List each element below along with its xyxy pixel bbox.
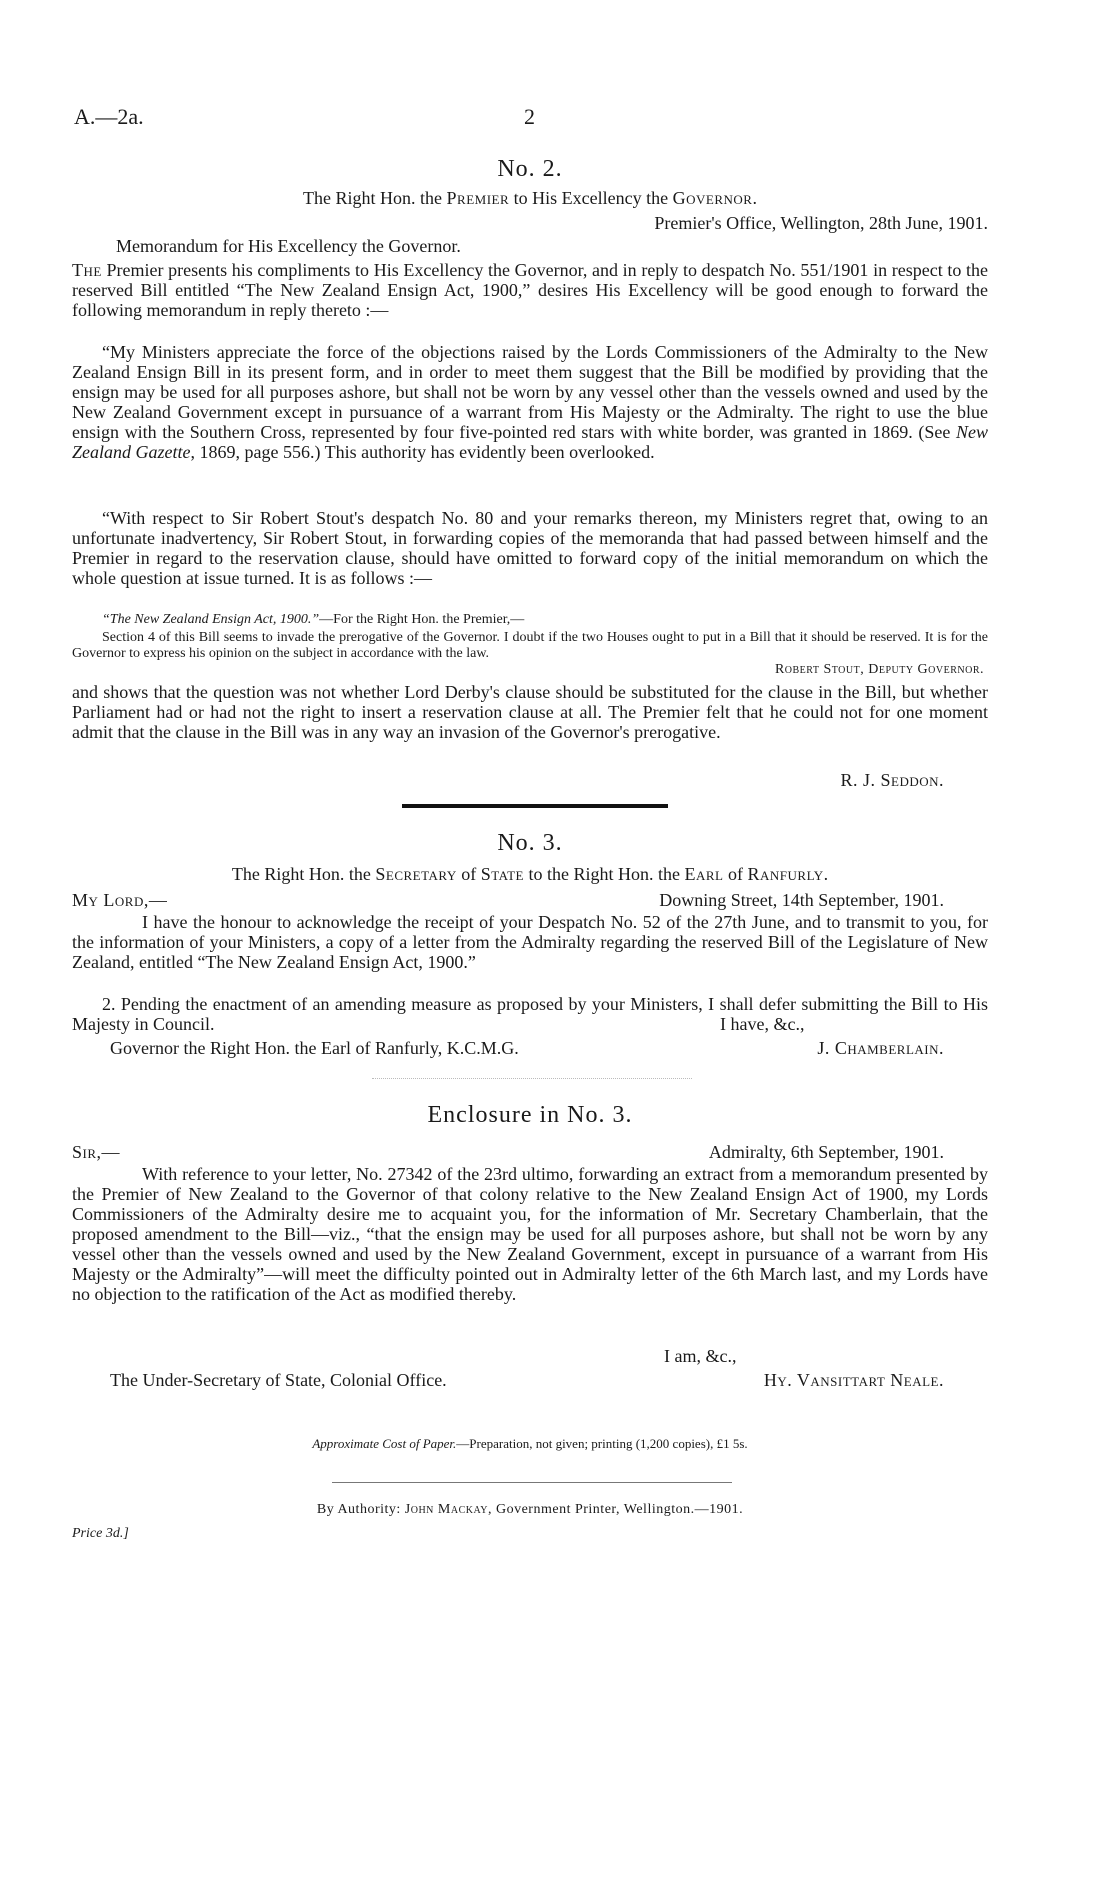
document-page	[72, 0, 988, 1878]
cost-of-paper-note: Approximate Cost of Paper.—Preparation, not given; printing (1,200 copies), £1 5s.	[312, 1436, 748, 1451]
doc2-from-to: The Right Hon. the Premier to His Excellency the Governor.	[303, 188, 757, 208]
doc3-signature: J. Chamberlain.	[817, 1038, 944, 1058]
quoted-memo-title: “The New Zealand Ensign Act, 1900.”—For the Right Hon. the Premier,—	[102, 612, 525, 627]
quoted-memo-body: Section 4 of this Bill seems to invade the prerogative of the Governor. I doubt if the two Houses ought to put in a Bill that it should be reserved. It is for the Governor to express his opinion on the subject in accordance with the law.	[72, 630, 988, 661]
section-divider	[402, 804, 668, 808]
doc3-closing: I have, &c.,	[720, 1014, 805, 1034]
price-note: Price 3d.]	[72, 1526, 129, 1541]
doc2-memo-title: Memorandum for His Excellency the Governor.	[116, 236, 461, 256]
enclosure-signature: Hy. Vansittart Neale.	[763, 1370, 944, 1390]
enclosure-closing: I am, &c.,	[664, 1346, 737, 1366]
doc2-signature: R. J. Seddon.	[840, 770, 944, 790]
doc2-heading: No. 2.	[497, 156, 563, 182]
doc3-paragraph-2: 2. Pending the enactment of an amending measure as proposed by your Ministers, I shall defer submitting the Bill to His Majesty in Council.	[72, 994, 988, 1034]
faint-divider	[372, 1078, 692, 1079]
quoted-memo-signature: Robert Stout, Deputy Governor.	[774, 662, 984, 677]
doc3-place-date: Downing Street, 14th September, 1901.	[659, 890, 944, 910]
doc3-heading: No. 3.	[497, 830, 563, 856]
doc2-paragraph-1: The Premier presents his compliments to His Excellency the Governor, and in reply to despatch No. 551/1901 in respect to the reserved Bill entitled “The New Zealand Ensign Act, 1900,” desires His Excellency will be good enough to forward the following memorandum in reply thereto :—	[72, 260, 988, 320]
printer-authority: By Authority: John Mackay, Government Printer, Wellington.—1901.	[316, 1502, 744, 1517]
doc2-paragraph-4: and shows that the question was not whether Lord Derby's clause should be substituted for the clause in the Bill, but whether Parliament had or had not the right to insert a reservation clause at all. The Premier felt that he could not for one moment admit that the clause in the Bill was in any way an invasion of the Governor's prerogative.	[72, 682, 988, 742]
series-number: A.—2a.	[74, 104, 144, 129]
doc2-place-date: Premier's Office, Wellington, 28th June, 1901.	[654, 213, 988, 233]
enclosure-heading: Enclosure in No. 3.	[427, 1102, 633, 1128]
page-number: 2	[524, 104, 535, 129]
enclosure-addressee: The Under-Secretary of State, Colonial Office.	[110, 1370, 447, 1390]
doc3-salutation: My Lord,—	[72, 890, 168, 910]
doc3-paragraph-1: I have the honour to acknowledge the receipt of your Despatch No. 52 of the 27th June, and to transmit to you, for the information of your Ministers, a copy of a letter from the Admiralty regarding the reserved Bill of the Legislature of New Zealand, entitled “The New Zealand Ensign Act, 1900.”	[72, 912, 988, 972]
enclosure-place-date: Admiralty, 6th September, 1901.	[708, 1142, 944, 1162]
doc3-addressee: Governor the Right Hon. the Earl of Ranfurly, K.C.M.G.	[110, 1038, 519, 1058]
footer-rule	[332, 1482, 732, 1483]
enclosure-paragraph: With reference to your letter, No. 27342 of the 23rd ultimo, forwarding an extract from a memorandum presented by the Premier of New Zealand to the Governor of that colony relative to the New Zealand Ensign Act of 1900, my Lords Commissioners of the Admiralty desire me to acquaint you, for the information of Mr. Secretary Chamberlain, that the proposed amendment to the Bill—viz., “that the ensign may be used for all purposes ashore, but shall not be worn by any vessel other than the vessels owned and used by the New Zealand Government, except in pursuance of a warrant from His Majesty or the Admiralty”—will meet the difficulty pointed out in Admiralty letter of the 6th March last, and my Lords have no objection to the ratification of the Act as modified thereby.	[72, 1164, 988, 1304]
doc3-from-to: The Right Hon. the Secretary of State to the Right Hon. the Earl of Ranfurly.	[231, 864, 829, 884]
doc2-paragraph-3: “With respect to Sir Robert Stout's despatch No. 80 and your remarks thereon, my Ministers regret that, owing to an unfortunate inadvertency, Sir Robert Stout, in forwarding copies of the memoranda that had passed between himself and the Premier in regard to the reservation clause, should have omitted to forward copy of the initial memorandum on which the whole question at issue turned. It is as follows :—	[72, 508, 988, 588]
doc2-paragraph-2: “My Ministers appreciate the force of the objections raised by the Lords Commissioners of the Admiralty to the New Zealand Ensign Bill in its present form, and in order to meet them suggest that the Bill be modified by providing that the ensign may be used for all purposes ashore, but shall not be worn by any vessel other than the vessels owned and used by the New Zealand Government except in pursuance of a warrant from His Majesty or the Admiralty. The right to use the blue ensign with the Southern Cross, represented by four five-pointed red stars with white border, was granted in 1869. (See New Zealand Gazette, 1869, page 556.) This authority has evidently been overlooked.	[72, 342, 988, 462]
enclosure-salutation: Sir,—	[72, 1142, 121, 1162]
